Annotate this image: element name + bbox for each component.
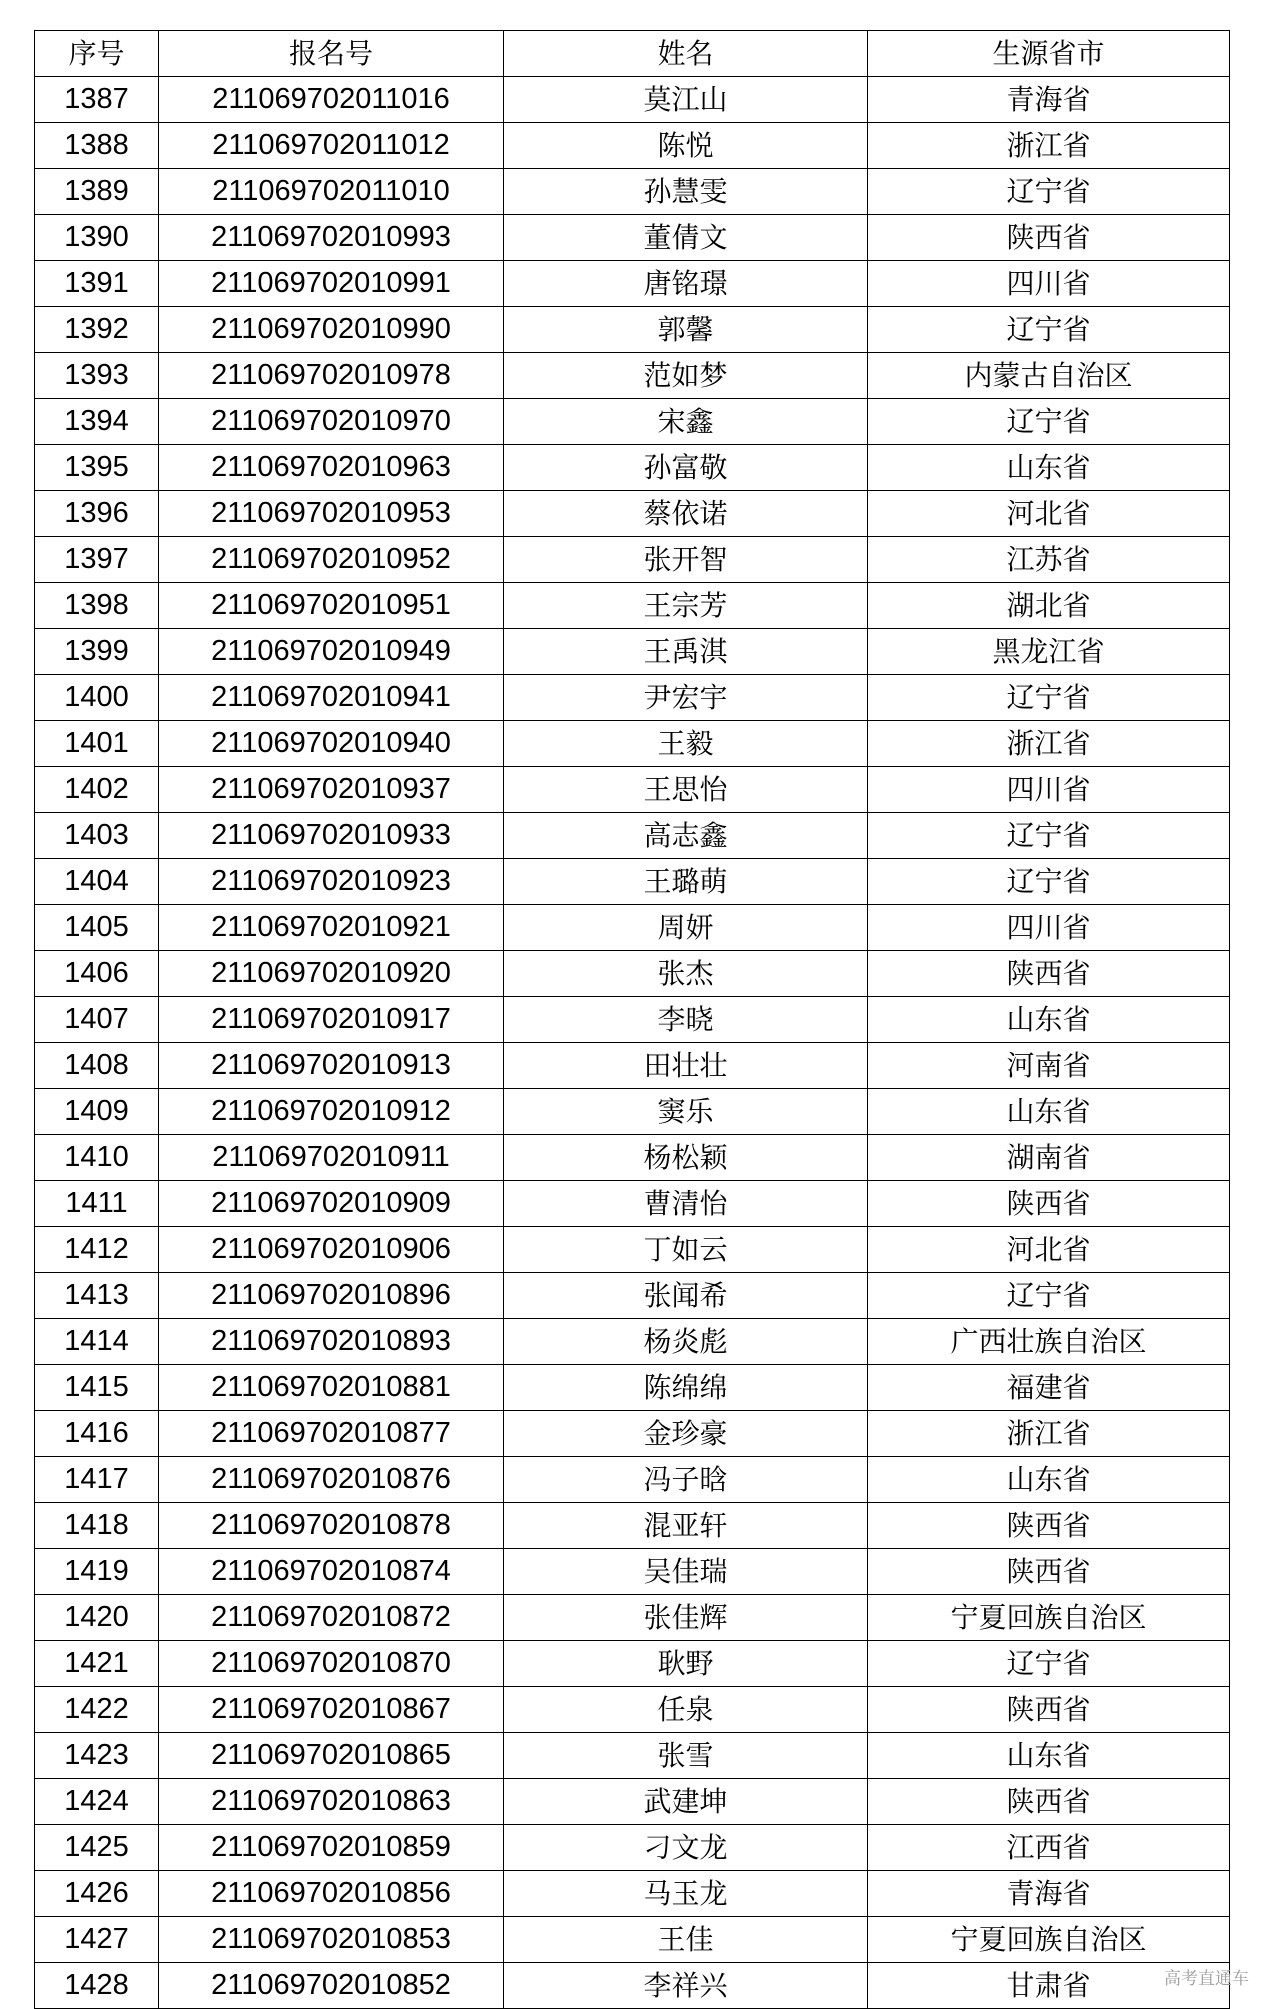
name-cell: 耿野: [504, 1641, 868, 1687]
serial-number-cell: 1412: [35, 1227, 159, 1273]
name-cell: 周妍: [504, 905, 868, 951]
serial-number-cell: 1428: [35, 1963, 159, 2009]
origin-province-cell: 辽宁省: [868, 1273, 1230, 1319]
name-cell: 张雪: [504, 1733, 868, 1779]
serial-number-cell: 1413: [35, 1273, 159, 1319]
table-row: [35, 261, 1230, 307]
registration-number-cell: 211069702010949: [159, 629, 504, 675]
table-row: [35, 445, 1230, 491]
name-cell: 冯子晗: [504, 1457, 868, 1503]
watermark-text: 高考直通车: [1164, 1969, 1249, 1989]
serial-number-cell: 1392: [35, 307, 159, 353]
name-cell: 孙慧雯: [504, 169, 868, 215]
origin-province-cell: 陕西省: [868, 1503, 1230, 1549]
name-cell: 董倩文: [504, 215, 868, 261]
name-cell: 王毅: [504, 721, 868, 767]
origin-province-cell: 辽宁省: [868, 675, 1230, 721]
table-row: [35, 1227, 1230, 1273]
origin-province-cell: 青海省: [868, 1871, 1230, 1917]
serial-number-cell: 1406: [35, 951, 159, 997]
name-cell: 李祥兴: [504, 1963, 868, 2009]
table-row: [35, 399, 1230, 445]
header-origin-province: 生源省市: [868, 31, 1230, 77]
serial-number-cell: 1410: [35, 1135, 159, 1181]
table-row: [35, 997, 1230, 1043]
name-cell: 莫江山: [504, 77, 868, 123]
name-cell: 混亚轩: [504, 1503, 868, 1549]
registration-number-cell: 211069702010874: [159, 1549, 504, 1595]
table-row: [35, 1871, 1230, 1917]
registration-number-cell: 211069702010881: [159, 1365, 504, 1411]
table-row: [35, 123, 1230, 169]
serial-number-cell: 1401: [35, 721, 159, 767]
origin-province-cell: 浙江省: [868, 721, 1230, 767]
table-row: [35, 629, 1230, 675]
origin-province-cell: 陕西省: [868, 1687, 1230, 1733]
registration-number-cell: 211069702010921: [159, 905, 504, 951]
serial-number-cell: 1400: [35, 675, 159, 721]
serial-number-cell: 1423: [35, 1733, 159, 1779]
name-cell: 金珍豪: [504, 1411, 868, 1457]
origin-province-cell: 河北省: [868, 1227, 1230, 1273]
header-serial-number: 序号: [35, 31, 159, 77]
table-row: [35, 1825, 1230, 1871]
origin-province-cell: 内蒙古自治区: [868, 353, 1230, 399]
serial-number-cell: 1393: [35, 353, 159, 399]
table-row: [35, 859, 1230, 905]
name-cell: 张佳辉: [504, 1595, 868, 1641]
table-row: [35, 77, 1230, 123]
origin-province-cell: 山东省: [868, 445, 1230, 491]
table-row: [35, 169, 1230, 215]
table-row: [35, 1733, 1230, 1779]
registration-number-cell: 211069702010876: [159, 1457, 504, 1503]
serial-number-cell: 1420: [35, 1595, 159, 1641]
registration-number-cell: 211069702010852: [159, 1963, 504, 2009]
origin-province-cell: 湖北省: [868, 583, 1230, 629]
admission-list-table: [34, 30, 1230, 2009]
registration-number-cell: 211069702010865: [159, 1733, 504, 1779]
registration-number-cell: 211069702010978: [159, 353, 504, 399]
registration-number-cell: 211069702010853: [159, 1917, 504, 1963]
origin-province-cell: 山东省: [868, 1457, 1230, 1503]
origin-province-cell: 陕西省: [868, 215, 1230, 261]
table-row: [35, 1457, 1230, 1503]
origin-province-cell: 河南省: [868, 1043, 1230, 1089]
table-row: [35, 583, 1230, 629]
registration-number-cell: 211069702010872: [159, 1595, 504, 1641]
origin-province-cell: 宁夏回族自治区: [868, 1595, 1230, 1641]
serial-number-cell: 1404: [35, 859, 159, 905]
name-cell: 杨松颖: [504, 1135, 868, 1181]
serial-number-cell: 1407: [35, 997, 159, 1043]
header-registration-number: 报名号: [159, 31, 504, 77]
registration-number-cell: 211069702010920: [159, 951, 504, 997]
table-row: [35, 1963, 1230, 2009]
table-row: [35, 675, 1230, 721]
registration-number-cell: 211069702010940: [159, 721, 504, 767]
name-cell: 杨炎彪: [504, 1319, 868, 1365]
name-cell: 窦乐: [504, 1089, 868, 1135]
registration-number-cell: 211069702010991: [159, 261, 504, 307]
registration-number-cell: 211069702010909: [159, 1181, 504, 1227]
registration-number-cell: 211069702010877: [159, 1411, 504, 1457]
origin-province-cell: 陕西省: [868, 1549, 1230, 1595]
table-row: [35, 905, 1230, 951]
serial-number-cell: 1402: [35, 767, 159, 813]
name-cell: 王宗芳: [504, 583, 868, 629]
origin-province-cell: 四川省: [868, 905, 1230, 951]
registration-number-cell: 211069702010951: [159, 583, 504, 629]
table-row: [35, 215, 1230, 261]
origin-province-cell: 辽宁省: [868, 859, 1230, 905]
table-body: [35, 77, 1230, 2009]
name-cell: 尹宏宇: [504, 675, 868, 721]
table-row: [35, 813, 1230, 859]
origin-province-cell: 黑龙江省: [868, 629, 1230, 675]
registration-number-cell: 211069702010911: [159, 1135, 504, 1181]
name-cell: 王禹淇: [504, 629, 868, 675]
registration-number-cell: 211069702010859: [159, 1825, 504, 1871]
name-cell: 张闻希: [504, 1273, 868, 1319]
name-cell: 刁文龙: [504, 1825, 868, 1871]
registration-number-cell: 211069702010863: [159, 1779, 504, 1825]
origin-province-cell: 河北省: [868, 491, 1230, 537]
serial-number-cell: 1416: [35, 1411, 159, 1457]
serial-number-cell: 1411: [35, 1181, 159, 1227]
origin-province-cell: 山东省: [868, 1089, 1230, 1135]
serial-number-cell: 1395: [35, 445, 159, 491]
name-cell: 任泉: [504, 1687, 868, 1733]
table-row: [35, 537, 1230, 583]
serial-number-cell: 1419: [35, 1549, 159, 1595]
serial-number-cell: 1389: [35, 169, 159, 215]
table-row: [35, 1135, 1230, 1181]
table-row: [35, 1089, 1230, 1135]
origin-province-cell: 甘肃省: [868, 1963, 1230, 2009]
name-cell: 王佳: [504, 1917, 868, 1963]
origin-province-cell: 辽宁省: [868, 813, 1230, 859]
table-row: [35, 1411, 1230, 1457]
registration-number-cell: 211069702010878: [159, 1503, 504, 1549]
serial-number-cell: 1394: [35, 399, 159, 445]
origin-province-cell: 辽宁省: [868, 399, 1230, 445]
origin-province-cell: 浙江省: [868, 1411, 1230, 1457]
serial-number-cell: 1399: [35, 629, 159, 675]
name-cell: 陈绵绵: [504, 1365, 868, 1411]
table-row: [35, 951, 1230, 997]
name-cell: 丁如云: [504, 1227, 868, 1273]
serial-number-cell: 1397: [35, 537, 159, 583]
name-cell: 王思怡: [504, 767, 868, 813]
name-cell: 武建坤: [504, 1779, 868, 1825]
table-row: [35, 1365, 1230, 1411]
serial-number-cell: 1387: [35, 77, 159, 123]
name-cell: 孙富敬: [504, 445, 868, 491]
name-cell: 李晓: [504, 997, 868, 1043]
name-cell: 陈悦: [504, 123, 868, 169]
serial-number-cell: 1427: [35, 1917, 159, 1963]
registration-number-cell: 211069702010917: [159, 997, 504, 1043]
registration-number-cell: 211069702010952: [159, 537, 504, 583]
serial-number-cell: 1426: [35, 1871, 159, 1917]
header-name: 姓名: [504, 31, 868, 77]
name-cell: 郭馨: [504, 307, 868, 353]
origin-province-cell: 江西省: [868, 1825, 1230, 1871]
name-cell: 张杰: [504, 951, 868, 997]
registration-number-cell: 211069702010893: [159, 1319, 504, 1365]
origin-province-cell: 宁夏回族自治区: [868, 1917, 1230, 1963]
registration-number-cell: 211069702010990: [159, 307, 504, 353]
serial-number-cell: 1424: [35, 1779, 159, 1825]
registration-number-cell: 211069702010913: [159, 1043, 504, 1089]
table-row: [35, 1503, 1230, 1549]
name-cell: 唐铭璟: [504, 261, 868, 307]
registration-number-cell: 211069702010906: [159, 1227, 504, 1273]
name-cell: 马玉龙: [504, 1871, 868, 1917]
name-cell: 范如梦: [504, 353, 868, 399]
origin-province-cell: 陕西省: [868, 951, 1230, 997]
serial-number-cell: 1408: [35, 1043, 159, 1089]
registration-number-cell: 211069702010953: [159, 491, 504, 537]
table-row: [35, 721, 1230, 767]
registration-number-cell: 211069702010933: [159, 813, 504, 859]
serial-number-cell: 1417: [35, 1457, 159, 1503]
registration-number-cell: 211069702010867: [159, 1687, 504, 1733]
origin-province-cell: 陕西省: [868, 1779, 1230, 1825]
table-row: [35, 1917, 1230, 1963]
name-cell: 王璐萌: [504, 859, 868, 905]
name-cell: 宋鑫: [504, 399, 868, 445]
serial-number-cell: 1421: [35, 1641, 159, 1687]
registration-number-cell: 211069702010923: [159, 859, 504, 905]
origin-province-cell: 辽宁省: [868, 307, 1230, 353]
registration-number-cell: 211069702010870: [159, 1641, 504, 1687]
name-cell: 田壮壮: [504, 1043, 868, 1089]
table-header: [35, 31, 1230, 77]
table-row: [35, 1319, 1230, 1365]
serial-number-cell: 1405: [35, 905, 159, 951]
registration-number-cell: 211069702011016: [159, 77, 504, 123]
origin-province-cell: 山东省: [868, 1733, 1230, 1779]
serial-number-cell: 1414: [35, 1319, 159, 1365]
serial-number-cell: 1391: [35, 261, 159, 307]
name-cell: 张开智: [504, 537, 868, 583]
name-cell: 高志鑫: [504, 813, 868, 859]
registration-number-cell: 211069702010993: [159, 215, 504, 261]
table-row: [35, 353, 1230, 399]
origin-province-cell: 四川省: [868, 767, 1230, 813]
name-cell: 蔡依诺: [504, 491, 868, 537]
origin-province-cell: 辽宁省: [868, 1641, 1230, 1687]
registration-number-cell: 211069702010941: [159, 675, 504, 721]
table-row: [35, 491, 1230, 537]
name-cell: 吴佳瑞: [504, 1549, 868, 1595]
origin-province-cell: 陕西省: [868, 1181, 1230, 1227]
registration-number-cell: 211069702010896: [159, 1273, 504, 1319]
origin-province-cell: 山东省: [868, 997, 1230, 1043]
origin-province-cell: 四川省: [868, 261, 1230, 307]
table-row: [35, 1779, 1230, 1825]
origin-province-cell: 辽宁省: [868, 169, 1230, 215]
origin-province-cell: 湖南省: [868, 1135, 1230, 1181]
table-row: [35, 1549, 1230, 1595]
name-cell: 曹清怡: [504, 1181, 868, 1227]
serial-number-cell: 1425: [35, 1825, 159, 1871]
table-row: [35, 1687, 1230, 1733]
serial-number-cell: 1418: [35, 1503, 159, 1549]
table-row: [35, 1273, 1230, 1319]
registration-number-cell: 211069702010937: [159, 767, 504, 813]
registration-number-cell: 211069702010970: [159, 399, 504, 445]
table-row: [35, 767, 1230, 813]
table-row: [35, 307, 1230, 353]
registration-number-cell: 211069702010963: [159, 445, 504, 491]
origin-province-cell: 福建省: [868, 1365, 1230, 1411]
serial-number-cell: 1422: [35, 1687, 159, 1733]
header-row: [35, 31, 1230, 77]
serial-number-cell: 1403: [35, 813, 159, 859]
origin-province-cell: 青海省: [868, 77, 1230, 123]
table-row: [35, 1181, 1230, 1227]
serial-number-cell: 1388: [35, 123, 159, 169]
serial-number-cell: 1415: [35, 1365, 159, 1411]
serial-number-cell: 1396: [35, 491, 159, 537]
registration-number-cell: 211069702010912: [159, 1089, 504, 1135]
serial-number-cell: 1390: [35, 215, 159, 261]
table-row: [35, 1641, 1230, 1687]
origin-province-cell: 广西壮族自治区: [868, 1319, 1230, 1365]
table-row: [35, 1043, 1230, 1089]
table-row: [35, 1595, 1230, 1641]
registration-number-cell: 211069702010856: [159, 1871, 504, 1917]
registration-number-cell: 211069702011012: [159, 123, 504, 169]
origin-province-cell: 江苏省: [868, 537, 1230, 583]
serial-number-cell: 1398: [35, 583, 159, 629]
serial-number-cell: 1409: [35, 1089, 159, 1135]
origin-province-cell: 浙江省: [868, 123, 1230, 169]
registration-number-cell: 211069702011010: [159, 169, 504, 215]
